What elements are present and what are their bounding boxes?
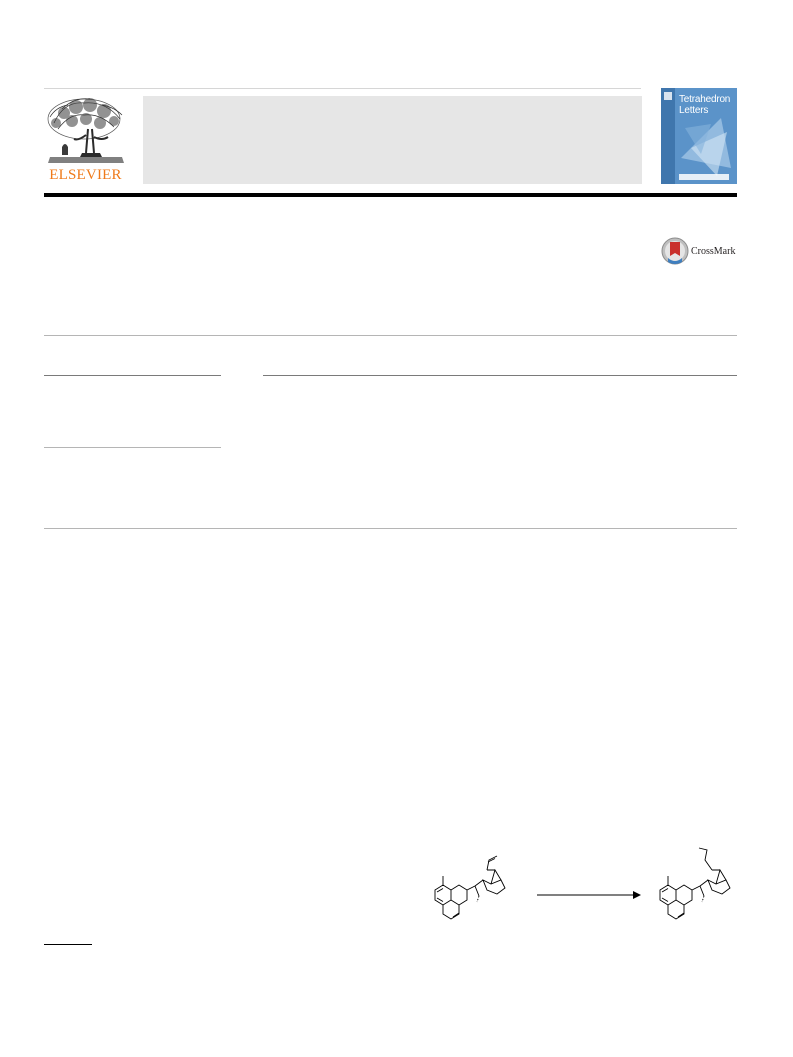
header-top-rule: [44, 88, 641, 89]
crossmark-label: CrossMark: [691, 246, 736, 257]
title-block-bottom-rule: [44, 335, 737, 336]
reaction-scheme: [405, 840, 740, 940]
header-thick-rule: [44, 193, 737, 197]
abstract-heading-rule: [263, 375, 737, 376]
publisher-logo[interactable]: [44, 95, 127, 185]
publisher-wordmark: ELSEVIER: [49, 167, 122, 183]
tree-of-knowledge-icon: [44, 95, 127, 167]
reaction-scheme-drawing: [405, 840, 740, 940]
abstract-bottom-rule: [44, 528, 737, 529]
product-structure: [660, 885, 676, 905]
crossmark-icon: [661, 236, 689, 266]
keywords-separator-rule: [44, 447, 221, 448]
crossmark-badge[interactable]: [661, 236, 741, 268]
reactant-structure: [435, 885, 451, 905]
footnote-rule: [44, 944, 92, 945]
journal-cover[interactable]: [661, 88, 737, 184]
journal-masthead-box: [143, 96, 642, 184]
journal-cover-title-line1: Tetrahedron: [679, 94, 731, 105]
article-info-heading-rule: [44, 375, 221, 376]
journal-cover-title: [679, 94, 735, 116]
journal-cover-title-line2: Letters: [679, 105, 709, 116]
